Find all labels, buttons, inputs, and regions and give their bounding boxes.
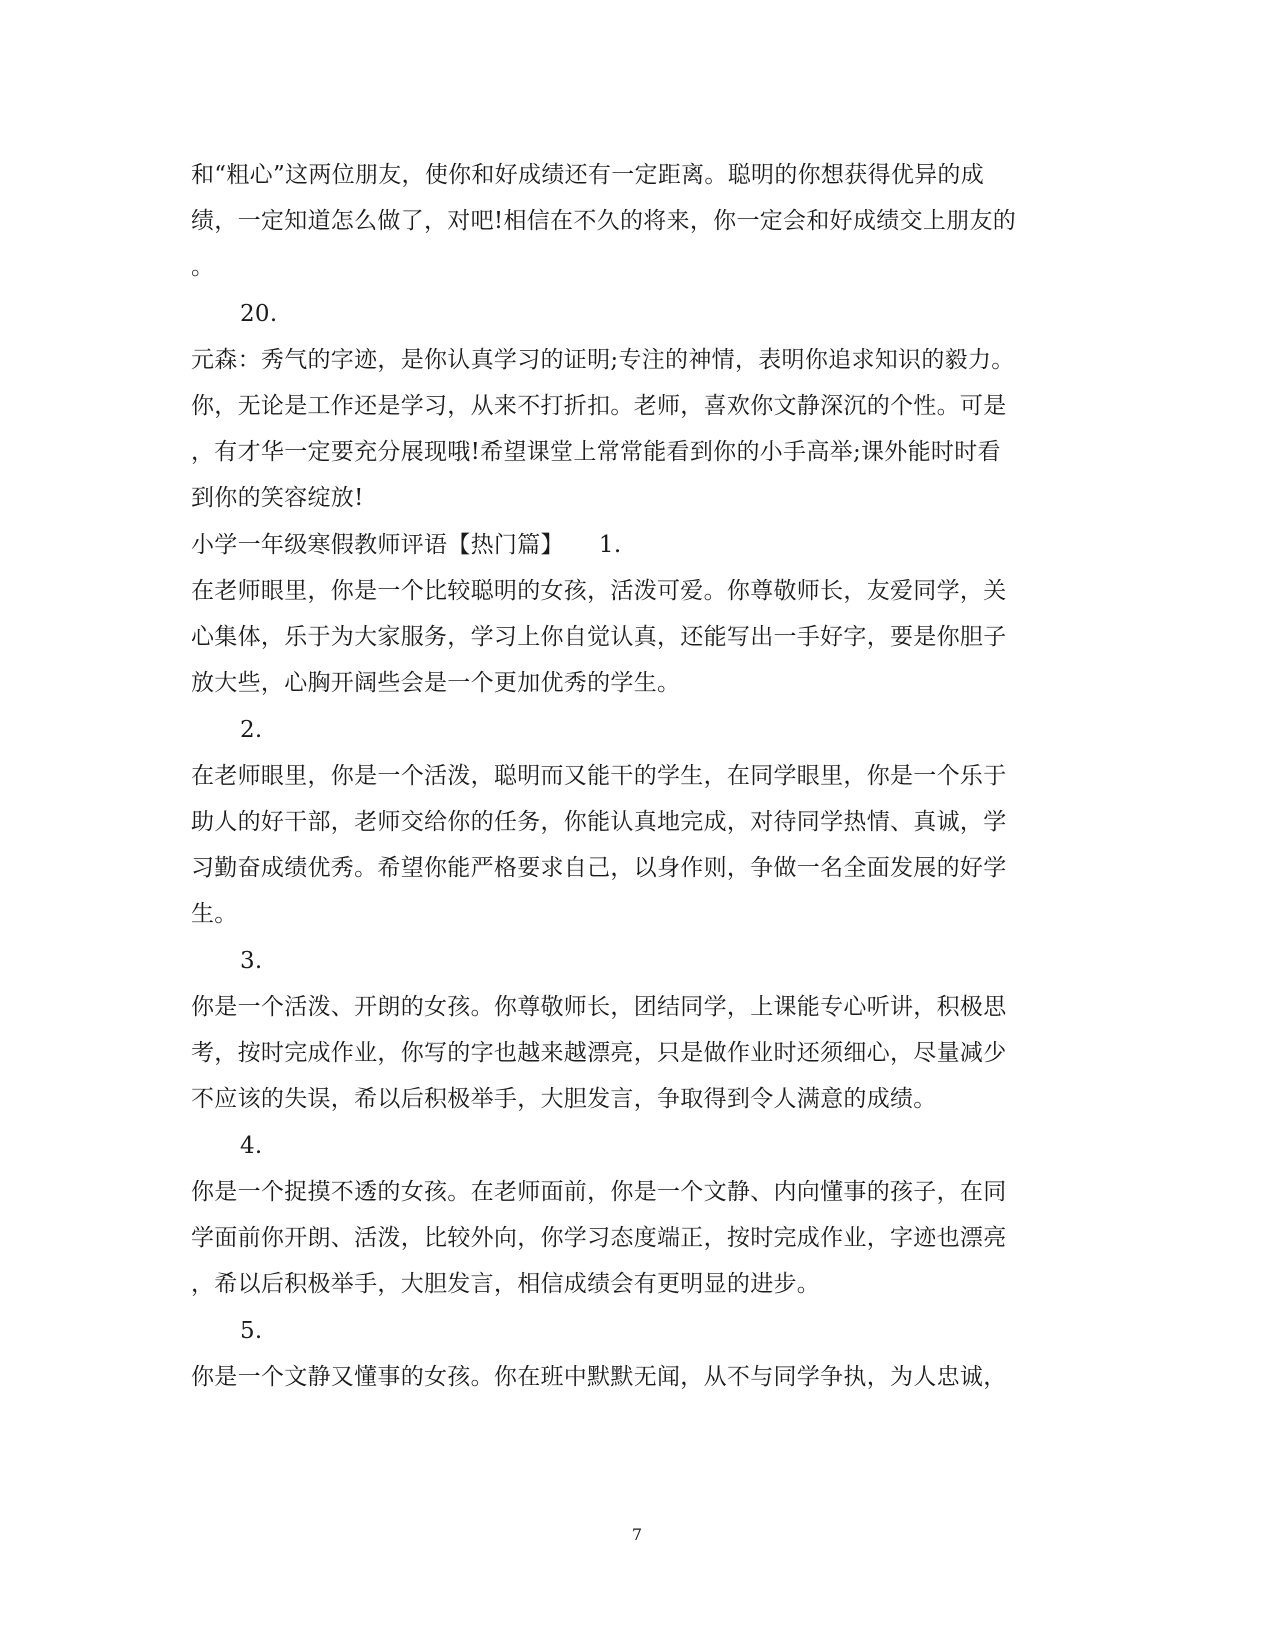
- text-line: 在老师眼里，你是一个比较聪明的女孩，活泼可爱。你尊敬师长，友爱同学，关: [191, 578, 1007, 604]
- text-line: 助人的好干部，老师交给你的任务，你能认真地完成，对待同学热情、真诚，学: [191, 809, 1007, 835]
- text-line: 你是一个捉摸不透的女孩。在老师面前，你是一个文静、内向懂事的孩子，在同: [191, 1179, 1007, 1205]
- text-line: 学面前你开朗、活泼，比较外向，你学习态度端正，按时完成作业，字迹也漂亮: [191, 1225, 1007, 1251]
- text-line: 考，按时完成作业，你写的字也越来越漂亮，只是做作业时还须细心，尽量减少: [191, 1040, 1007, 1066]
- text-line: 放大些，心胸开阔些会是一个更加优秀的学生。: [191, 670, 681, 696]
- text-line: 你是一个文静又懂事的女孩。你在班中默默无闻，从不与同学争执，为人忠诚，: [191, 1364, 1007, 1390]
- text-line: 不应该的失误，希以后积极举手，大胆发言，争取得到令人满意的成绩。: [191, 1086, 937, 1112]
- text-line: 习勤奋成绩优秀。希望你能严格要求自己，以身作则，争做一名全面发展的好学: [191, 855, 1007, 881]
- text-line: 生。: [191, 901, 238, 927]
- page-number: 7: [631, 1525, 643, 1544]
- text-line: 在老师眼里，你是一个活泼，聪明而又能干的学生，在同学眼里，你是一个乐于: [191, 763, 1007, 789]
- text-line: 和“粗心”这两位朋友，使你和好成绩还有一定距离。聪明的你想获得优异的成: [191, 162, 985, 188]
- item-number: 20.: [240, 301, 278, 327]
- text-line: 到你的笑容绽放!: [191, 485, 364, 511]
- text-line: 你是一个活泼、开朗的女孩。你尊敬师长，团结同学，上课能专心听讲，积极思: [191, 994, 1007, 1020]
- text-line: 绩，一定知道怎么做了，对吧!相信在不久的将来，你一定会和好成绩交上朋友的: [191, 208, 1017, 234]
- item-number: 3.: [240, 948, 263, 974]
- text-line: 。: [191, 254, 215, 280]
- item-number: 4.: [240, 1133, 263, 1159]
- text-line: ，希以后积极举手，大胆发言，相信成绩会有更明显的进步。: [191, 1271, 821, 1297]
- text-line: 心集体，乐于为大家服务，学习上你自觉认真，还能写出一手好字，要是你胆子: [191, 624, 1007, 650]
- text-line: ，有才华一定要充分展现哦!希望课堂上常常能看到你的小手高举;课外能时时看: [191, 439, 1001, 465]
- item-number: 2.: [240, 717, 263, 743]
- item-number: 5.: [240, 1318, 263, 1344]
- section-heading: 小学一年级寒假教师评语【热门篇】 1.: [191, 532, 622, 558]
- text-line: 你，无论是工作还是学习，从来不打折扣。老师，喜欢你文静深沉的个性。可是: [191, 393, 1007, 419]
- text-line: 元森：秀气的字迹，是你认真学习的证明;专注的神情，表明你追求知识的毅力。: [191, 347, 1015, 373]
